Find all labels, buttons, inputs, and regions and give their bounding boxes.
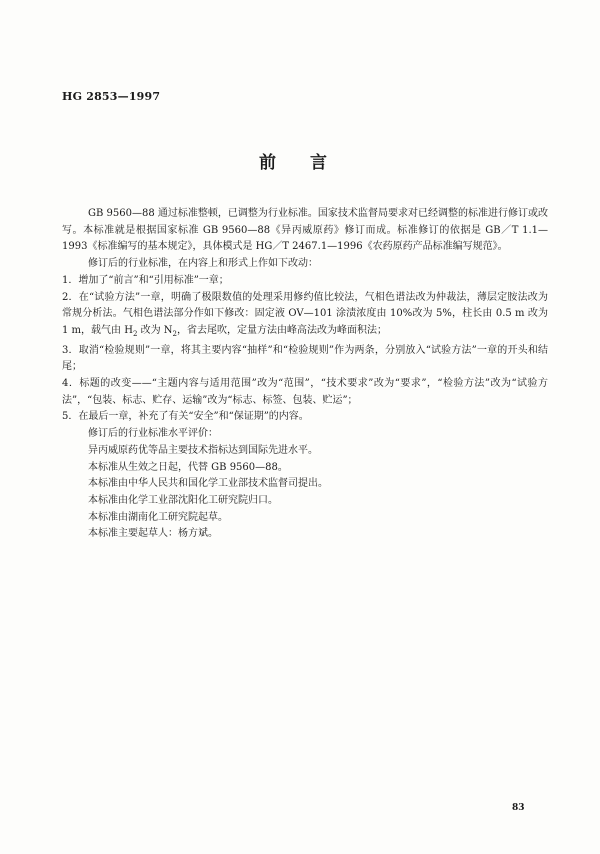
change-item-2-part-a: 2．在“试验方法”一章，明确了极限数值的处理采用修约值比较法，气相色谱法改为仲裁法，薄层定胺法改为常规分析法。气相色谱法部分作如下修改：固定液 OV—101 涂渍浓度由 10%改为 5%，柱长由 0.5 m 改为 1 m，载气由 H xyxy=(62,291,548,336)
standard-code-header: HG 2853—1997 xyxy=(62,90,161,103)
change-item-3: 3．取消“检验规则”一章，将其主要内容“抽样”和“检验规则”作为两条，分别放入“试验方法”一章的开头和结尾； xyxy=(62,344,548,373)
change-item-1: 1．增加了“前言”和“引用标准”一章； xyxy=(62,274,229,286)
page-number: 83 xyxy=(512,803,525,813)
changes-intro-paragraph: 修订后的行业标准，在内容上和形式上作如下改动： xyxy=(88,258,318,270)
proposer-statement: 本标准由中华人民共和国化学工业部技术监督司提出。 xyxy=(88,478,328,490)
centralized-statement: 本标准由化学工业部沈阳化工研究院归口。 xyxy=(88,494,278,506)
change-item-2 xyxy=(62,290,548,343)
effective-statement: 本标准从生效之日起，代替 GB 9560—88。 xyxy=(88,461,288,473)
n2-subscript: 2 xyxy=(172,329,177,338)
change-item-5: 5．在最后一章，补充了有关“安全”和“保证期”的内容。 xyxy=(62,411,309,423)
h2-subscript: 2 xyxy=(132,329,138,338)
page-title: 前 言 xyxy=(259,153,341,173)
drafter-statement: 本标准主要起草人：杨方斌。 xyxy=(88,528,218,540)
change-item-2-part-c: ，省去尾吹，定量方法由峰高法改为峰面积法； xyxy=(176,324,387,336)
intro-paragraph: GB 9560—88 通过标准整顿，已调整为行业标准。国家技术监督局要求对已经调整的标准进行修订或改写。本标准就是根据国家标准 GB 9560—88《异丙威原药》修订而成。标准修订的依据是 GB／T 1.1—1993《标准编写的基本规定》，具体模式是 HG／T 2467.1—1996《农药原药产品标准编写规范》。 xyxy=(62,208,548,253)
evaluation-text: 异丙威原药优等品主要技术指标达到国际先进水平。 xyxy=(88,444,318,456)
change-item-2-part-b: 改为 N xyxy=(137,324,173,336)
evaluation-intro: 修订后的行业标准水平评价： xyxy=(88,428,218,440)
drafter-org-statement: 本标准由湖南化工研究院起草。 xyxy=(88,511,228,523)
change-item-4: 4．标题的改变——“主题内容与适用范围”改为“范围”，“技术要求”改为“要求”，“检验方法”改为“试验方法”，“包装、标志、贮存、运输”改为“标志、标签、包装、贮运”； xyxy=(62,378,548,406)
foreword-body xyxy=(62,206,548,543)
